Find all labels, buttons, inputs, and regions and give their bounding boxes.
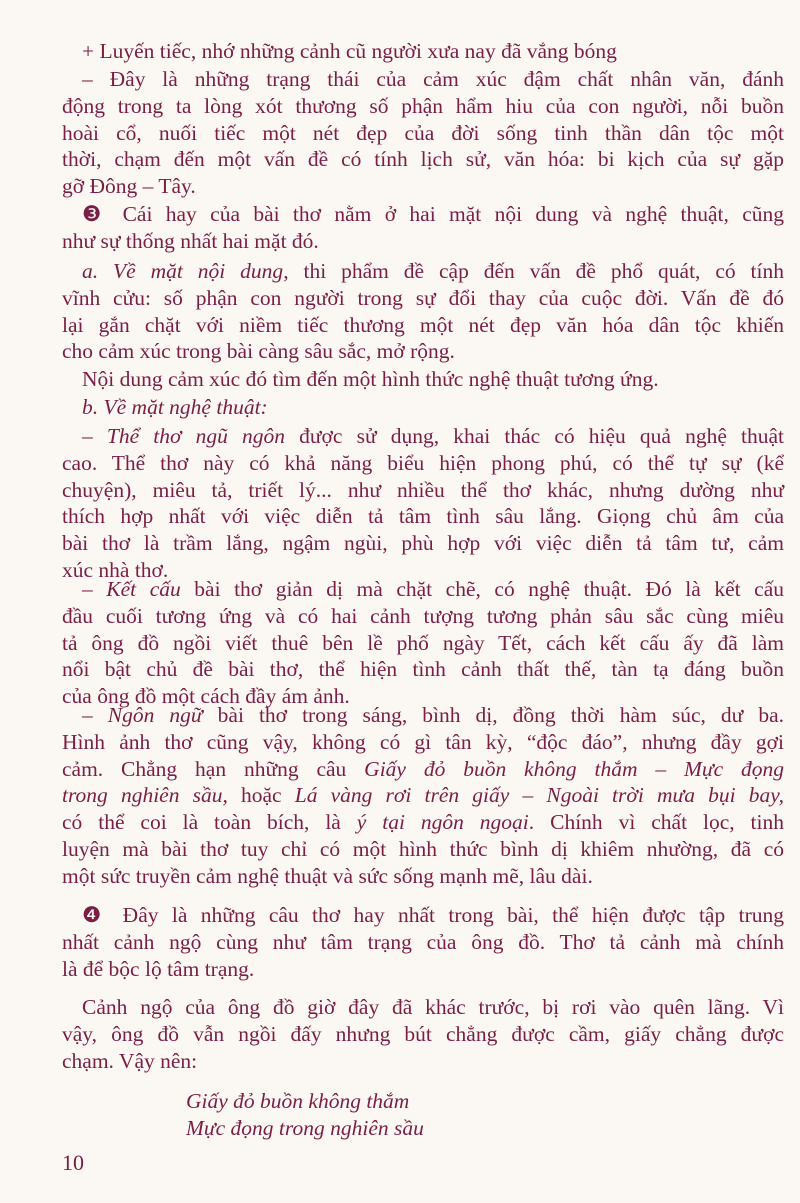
text-segment: là để bộc lộ tâm trạng. (62, 956, 255, 981)
text-line (62, 228, 784, 255)
paragraph (62, 994, 784, 1074)
text-line (62, 702, 784, 729)
text-line (62, 66, 784, 93)
text-line (62, 929, 784, 956)
text-segment: một sức truyền cảm nghệ thuật và sức sống mạnh mẽ, lâu dài. (62, 863, 593, 888)
paragraph (62, 366, 784, 393)
text-segment: luyện mà bài thơ tuy chỉ có một hình thức bình dị khiêm nhường, đã có (62, 836, 784, 861)
paragraph (62, 702, 784, 890)
text-line (62, 630, 784, 657)
text-segment: hoài cổ, nuối tiếc một nét đẹp của đời sống tinh thần dân tộc một (62, 120, 784, 145)
text-segment: lại gắn chặt với niềm tiếc thương một nét đẹp văn hóa dân tộc khiến (62, 312, 784, 337)
italic-text: Thể thơ ngũ ngôn (106, 424, 285, 448)
text-line (62, 809, 784, 836)
text-segment: như sự thống nhất hai mặt đó. (62, 228, 319, 253)
text-line (62, 994, 784, 1021)
text-line (62, 93, 784, 120)
text-line (62, 729, 784, 756)
text-segment: ❸ Cái hay của bài thơ nằm ở hai mặt nội dung và nghệ thuật, cũng (82, 202, 784, 226)
paragraph (62, 258, 784, 365)
text-segment: bài thơ giản dị mà chặt chẽ, có nghệ thuật. Đó là kết cấu (180, 577, 784, 601)
italic-text: ý tại ngôn ngoại (356, 810, 529, 835)
italic-text: Giấy đỏ buồn không thắm – Mực đọng (364, 756, 784, 781)
text-segment: Nội dung cảm xúc đó tìm đến một hình thức nghệ thuật tương ứng. (82, 367, 659, 391)
text-segment: – (82, 703, 108, 727)
text-segment: có thể coi là toàn bích, là (62, 810, 357, 835)
text-segment: bài thơ là trầm lắng, ngậm ngùi, phù hợp với việc diễn tả tâm tư, cảm (62, 531, 784, 556)
text-segment: nhất cảnh ngộ cùng như tâm trạng của ông đồ. Thơ tả cảnh mà chính (62, 929, 784, 954)
text-segment: vậy, ông đồ vẫn ngồi đấy nhưng bút chẳng được cầm, giấy chẳng được (62, 1021, 784, 1046)
text-line (62, 120, 784, 147)
text-line (62, 285, 784, 312)
text-line (62, 956, 784, 983)
paragraph (62, 576, 784, 710)
text-line (62, 312, 784, 339)
italic-text: Ngôn ngữ (107, 703, 203, 727)
text-segment: bài thơ trong sáng, bình dị, đồng thời hàm súc, dư ba. (202, 703, 784, 727)
text-line (62, 863, 784, 890)
text-line (62, 450, 784, 477)
italic-text: Kết cấu (106, 577, 181, 601)
text-segment: của ông đồ một cách đầy ám ảnh. (62, 684, 350, 709)
text-segment: tả ông đồ ngồi viết thuê bên lề phố ngày Tết, cách kết cấu ấy đã làm (62, 630, 784, 655)
text-segment: Cảnh ngộ của ông đồ giờ đây đã khác trước, bị rơi vào quên lãng. Vì (82, 995, 784, 1019)
text-segment: thời, chạm đến một vấn đề có tính lịch sử, văn hóa: bi kịch của sự gặp (62, 147, 784, 172)
text-line (62, 338, 784, 365)
italic-text: trong nghiên sầu, (62, 783, 228, 808)
text-line (62, 656, 784, 683)
text-segment: – (82, 424, 107, 448)
text-segment: , thi phẩm đề cập đến vấn đề phổ quát, có tính (283, 259, 784, 283)
text-line (62, 366, 784, 393)
verse-line: Mực đọng trong nghiên sầu (186, 1115, 424, 1140)
text-segment: gỡ Đông – Tây. (62, 174, 196, 199)
text-segment: . Chính vì chất lọc, tinh (528, 810, 785, 835)
text-segment: – Đây là những trạng thái của cảm xúc đậm chất nhân văn, đánh (82, 67, 784, 91)
text-segment: đầu cuối tương ứng và có hai cảnh tượng tương phản sâu sắc cùng miêu (62, 603, 784, 628)
text-segment: cảm. Chẳng hạn những câu (62, 756, 365, 781)
text-segment: ❹ Đây là những câu thơ hay nhất trong bài, thể hiện được tập trung (82, 903, 784, 927)
paragraph (62, 38, 784, 65)
text-line (62, 394, 784, 421)
text-segment: thích hợp nhất với việc diễn tả tâm tình sâu lắng. Giọng chủ âm của (62, 504, 784, 529)
text-line (62, 201, 784, 228)
verse-line: Giấy đỏ buồn không thắm (186, 1089, 410, 1113)
text-segment: cho cảm xúc trong bài càng sâu sắc, mở rộng. (62, 339, 455, 364)
poem-quote (186, 1088, 586, 1142)
text-line (62, 258, 784, 285)
italic-text: a. Về mặt nội dung (82, 259, 284, 283)
text-line (62, 782, 784, 809)
text-segment: động trong ta lòng xót thương số phận hẩm hiu của con người, nỗi buồn (62, 93, 784, 118)
text-segment: chạm. Vậy nên: (62, 1048, 198, 1073)
text-line (62, 173, 784, 200)
text-segment: xúc nhà thơ. (62, 557, 169, 582)
paragraph (62, 201, 784, 255)
text-line (62, 756, 784, 783)
text-segment: – (82, 577, 107, 601)
paragraph (62, 66, 784, 200)
text-segment: nổi bật chủ đề bài thơ, thể hiện tình cảnh thất thế, tàn tạ đáng buồn (62, 657, 784, 682)
text-line (62, 1021, 784, 1048)
text-line (62, 423, 784, 450)
paragraph (62, 394, 784, 421)
text-segment: Hình ảnh thơ cũng vậy, không có gì tân kỳ, “độc đáo”, nhưng đầy gợi (62, 729, 784, 754)
text-line (62, 477, 784, 504)
text-segment: vĩnh cửu: số phận con người trong sự đổi thay của cuộc đời. Vấn đề đó (62, 285, 784, 310)
paragraph (62, 423, 784, 584)
text-segment: hoặc (227, 783, 295, 808)
page-number: 10 (62, 1150, 84, 1175)
text-line (62, 530, 784, 557)
text-segment: cao. Thể thơ này có khả năng biểu hiện phong phú, có thể tự sự (kể (62, 450, 784, 475)
text-segment: được sử dụng, khai thác có hiệu quả nghệ thuật (285, 424, 785, 448)
italic-text: b. Về mặt nghệ thuật: (82, 395, 268, 419)
text-segment: chuyện), miêu tả, triết lý... như nhiều thể thơ khác, nhưng dường như (62, 477, 784, 502)
text-segment: + Luyến tiếc, nhớ những cảnh cũ người xưa nay đã vắng bóng (82, 39, 617, 63)
text-line (62, 902, 784, 929)
paragraph (62, 902, 784, 982)
text-line (62, 576, 784, 603)
text-line (62, 836, 784, 863)
text-line (62, 1048, 784, 1075)
text-line (62, 38, 784, 65)
italic-text: Lá vàng rơi trên giấy – Ngoài trời mưa bụi bay, (294, 783, 784, 808)
text-line (62, 603, 784, 630)
text-line (62, 146, 784, 173)
text-line (62, 503, 784, 530)
